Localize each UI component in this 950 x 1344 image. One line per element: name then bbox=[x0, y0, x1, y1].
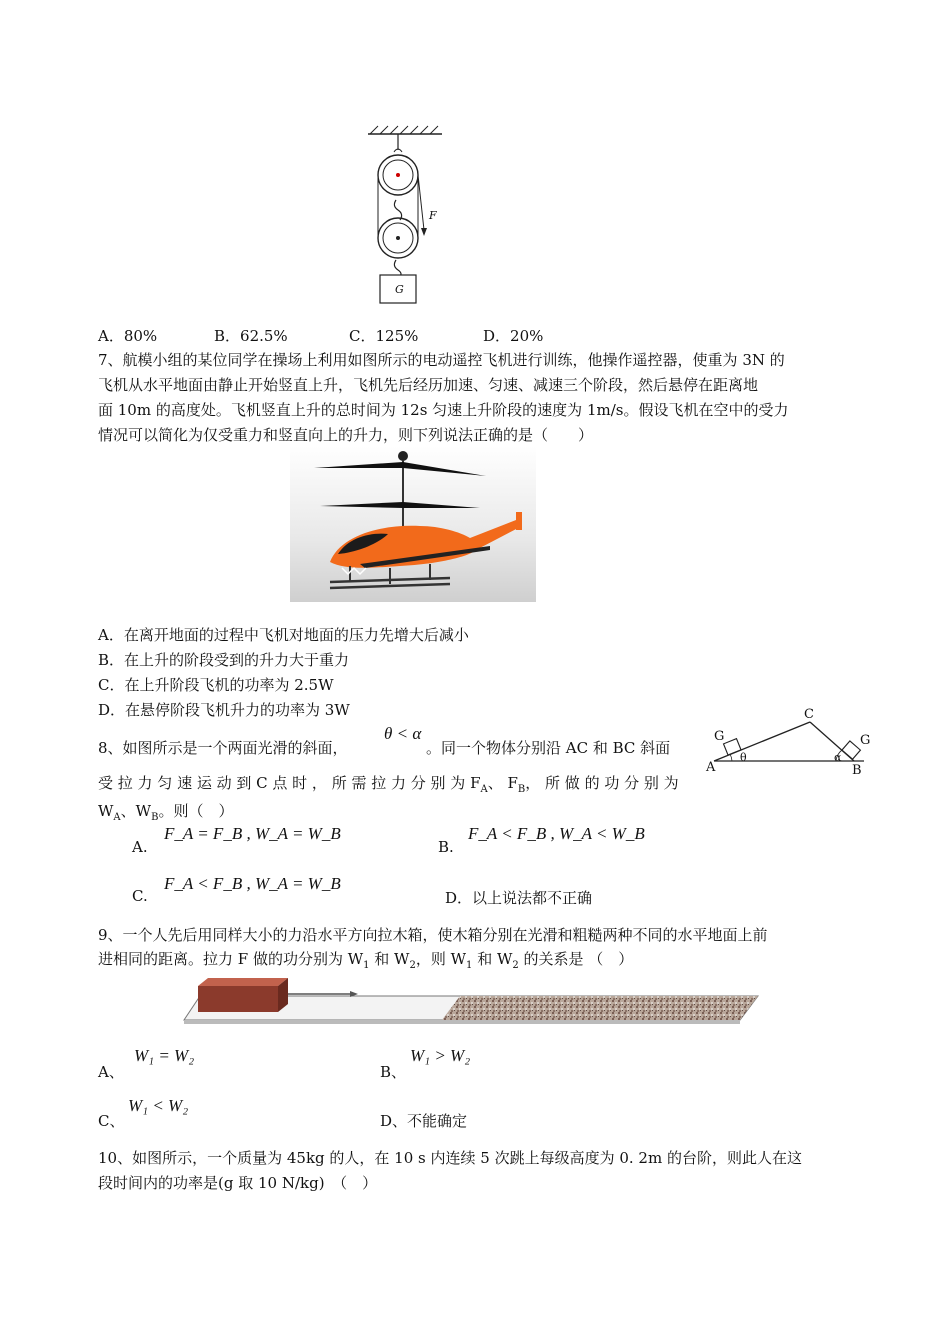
q9-option-b-label[interactable]: B、 bbox=[380, 1063, 407, 1081]
q7-line-4: 情况可以简化为仅受重力和竖直向上的升力，则下列说法正确的是（ ） bbox=[98, 426, 594, 444]
incline-label-g-right: G bbox=[860, 733, 871, 748]
helicopter-image bbox=[290, 446, 536, 602]
q9-line-1: 9、一个人先后用同样大小的力沿水平方向拉木箱，使木箱分别在光滑和粗糙两种不同的水平地面上前 bbox=[98, 926, 768, 944]
q9-line-2: 进相同的距离。拉力 F 做的功分别为 $W_1$ 和 $W_2$，则 $W_1$ 和 $W_2$ 的关系是 （ ） bbox=[98, 950, 634, 971]
surface-diagram bbox=[180, 976, 760, 1028]
incline-label-theta: θ bbox=[740, 751, 747, 764]
q10-line-1: 10、如图所示，一个质量为 45kg 的人，在 10 s 内连续 5 次跳上每级高度为 0. 2m 的台阶，则此人在这 bbox=[98, 1149, 802, 1167]
q7-line-2: 飞机从水平地面由静止开始竖直上升，飞机先后经历加速、匀速、减速三个阶段，然后悬停在距离地 bbox=[98, 376, 759, 394]
q8-option-d[interactable]: D．以上说法都不正确 bbox=[445, 889, 593, 907]
q9-option-c-math: W₁ < W₂ bbox=[128, 1096, 189, 1115]
q8-condition: θ < α bbox=[384, 724, 422, 743]
q7-option-b[interactable]: B．在上升的阶段受到的升力大于重力 bbox=[98, 651, 350, 669]
q8-line-2: 受 拉 力 匀 速 运 动 到 C 点 时 ， 所 需 拉 力 分 别 为 $F_A$、 $F_B$， 所 做 的 功 分 别 为 bbox=[98, 774, 679, 795]
q8-line-1-suffix: 。同一个物体分别沿 AC 和 BC 斜面 bbox=[426, 739, 671, 757]
q10-line-2: 段时间内的功率是(g 取 10 N/kg) （ ） bbox=[98, 1174, 378, 1192]
q9-option-c-label[interactable]: C、 bbox=[98, 1112, 125, 1130]
q6-option-c[interactable]: C．125% bbox=[349, 327, 419, 345]
q8-option-b-label[interactable]: B. bbox=[438, 838, 454, 856]
incline-label-g-left: G bbox=[714, 729, 725, 744]
q9-option-a-label[interactable]: A、 bbox=[98, 1063, 124, 1081]
q7-line-1: 7、航模小组的某位同学在操场上利用如图所示的电动遥控飞机进行训练，他操作遥控器，使重为 3N 的 bbox=[98, 351, 785, 369]
q8-option-a-label[interactable]: A. bbox=[132, 838, 148, 856]
q7-line-3: 面 10m 的高度处。飞机竖直上升的总时间为 12s 匀速上升阶段的速度为 1m/s。假设飞机在空中的受力 bbox=[98, 401, 789, 419]
incline-label-a: A bbox=[706, 760, 716, 775]
q8-option-c-label[interactable]: C. bbox=[132, 887, 148, 905]
q8-option-c-math: F_A < F_B , W_A = W_B bbox=[164, 874, 341, 893]
q9-option-d[interactable]: D、不能确定 bbox=[380, 1112, 468, 1130]
weight-label: G bbox=[395, 283, 404, 296]
q8-line-3: $W_A$、$W_B$。则（ ） bbox=[98, 802, 234, 823]
q8-option-a-math: F_A = F_B , W_A = W_B bbox=[164, 824, 341, 843]
q7-option-c[interactable]: C．在上升阶段飞机的功率为 2.5W bbox=[98, 676, 334, 694]
incline-label-alpha: α bbox=[834, 751, 842, 764]
q6-option-a[interactable]: A．80% bbox=[98, 327, 158, 345]
q6-option-b[interactable]: B．62.5% bbox=[214, 327, 288, 345]
q6-option-d[interactable]: D．20% bbox=[483, 327, 544, 345]
q8-option-b-math: F_A < F_B , W_A < W_B bbox=[468, 824, 645, 843]
incline-label-c: C bbox=[804, 707, 814, 722]
q8-line-1-prefix: 8、如图所示是一个两面光滑的斜面， bbox=[98, 739, 348, 757]
force-label: F bbox=[429, 209, 437, 222]
q7-option-a[interactable]: A．在离开地面的过程中飞机对地面的压力先增大后减小 bbox=[98, 626, 469, 644]
q7-option-d[interactable]: D．在悬停阶段飞机升力的功率为 3W bbox=[98, 701, 350, 719]
incline-label-b: B bbox=[852, 763, 862, 778]
q9-option-b-math: W₁ > W₂ bbox=[410, 1046, 471, 1065]
q9-option-a-math: W₁ = W₂ bbox=[134, 1046, 195, 1065]
